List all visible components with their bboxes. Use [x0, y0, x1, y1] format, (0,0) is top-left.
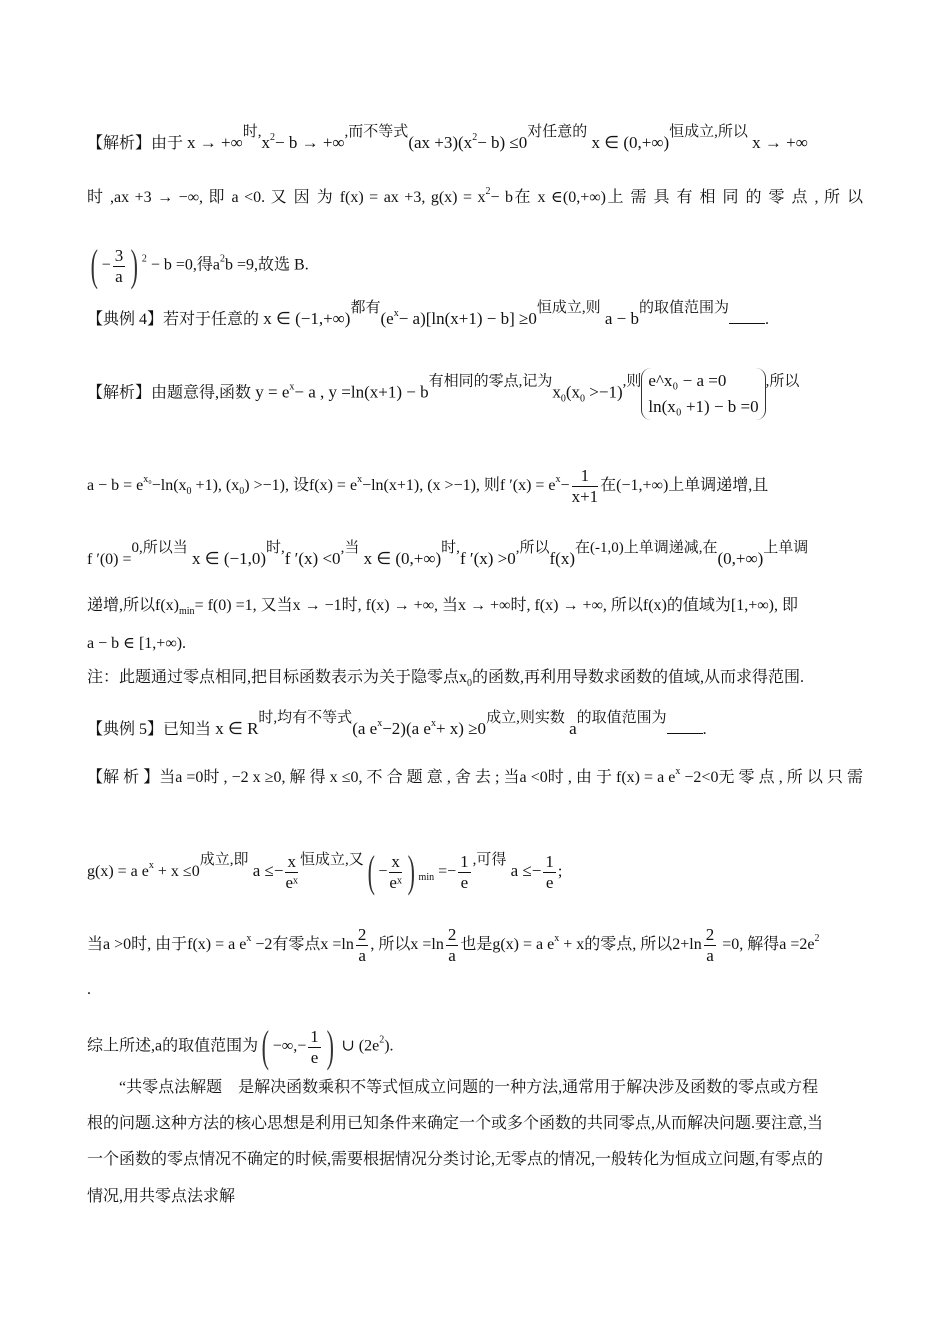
text-line [87, 182, 863, 208]
math-run: (x [565, 382, 581, 402]
raised-text: 在(-1,0)上单调递减,在 [574, 540, 718, 556]
raised-text: 对任意的 [527, 124, 588, 140]
fraction [389, 852, 402, 893]
text-run: −∞,− [272, 1037, 307, 1055]
text-line [87, 668, 863, 694]
text-run: g(x) = a e [87, 863, 149, 880]
text-run: 【解析】由于 [87, 135, 188, 152]
equation: ln(x₀ +1) − b =0 [648, 397, 759, 416]
math-run: f(x) [549, 549, 575, 568]
denominator: e [460, 872, 469, 892]
text-line [87, 466, 863, 507]
text-run: . [87, 981, 91, 998]
math-run: x → +∞ [747, 133, 808, 152]
numerator: x [287, 851, 296, 871]
raised-text: 的取值范围为 [576, 710, 667, 726]
text-run: 当a >0时, 由于f(x) = a e [87, 936, 247, 954]
math-run: f ′(x) >0 [459, 549, 516, 568]
superscript: 2 [379, 1034, 385, 1046]
subscript: 0 [580, 393, 586, 405]
denominator: a [358, 946, 366, 965]
text-run: 【典例 4】若对于任意的 [87, 311, 260, 328]
math-run: x → +∞ [187, 133, 243, 152]
math-run: − b) ≤0 [477, 133, 528, 152]
text-line [87, 634, 863, 654]
subscript: min [418, 872, 435, 883]
fraction [113, 246, 126, 287]
text-run: ∪ (2e [337, 1037, 380, 1055]
superscript: x [675, 766, 681, 777]
fraction [356, 925, 369, 966]
answer-blank [667, 733, 703, 734]
superscript: x [289, 381, 295, 393]
text-run: a − b = e [87, 477, 144, 495]
superscript: 2 [485, 186, 491, 197]
superscript: 2 [141, 253, 147, 265]
fraction [446, 925, 459, 966]
text-line [87, 298, 863, 330]
math-run: (0,+∞) [717, 549, 764, 568]
math-run: (ax +3)(x [408, 133, 473, 152]
raised-text: 的取值范围为 [639, 300, 730, 316]
text-run: −2<0无 零 点 , 所 以 只 需 [680, 769, 863, 786]
text-run: =0, 解得a =2e [718, 936, 815, 954]
math-run: x ∈ (−1,+∞) [259, 309, 351, 328]
math-run: − b → +∞ [275, 133, 345, 152]
parenthesis: ( [367, 847, 375, 897]
answer-blank [729, 323, 765, 324]
numerator: x [391, 851, 400, 871]
raised-text: ,当 [340, 540, 360, 556]
text-line [87, 241, 863, 290]
superscript: 2 [220, 253, 225, 265]
math-run: x ∈ (0,+∞) [587, 133, 670, 152]
text-line [87, 122, 863, 154]
text-run: = f(0) =1, 又当x → −1时, f(x) → +∞, 当x → +∞时, f(x) → +∞, 所以f(x)的值域为[1,+∞), 即 [194, 597, 798, 614]
equation: e^x₀ − a =0 [648, 371, 727, 390]
raised-text: 时,均有不等式 [258, 710, 353, 726]
raised-text: 有相同的零点,记为 [428, 373, 553, 390]
raised-text: ,所以 [765, 373, 800, 390]
text-run: ). [384, 1037, 394, 1055]
text-run: + x的零点, 所以2+ln [559, 936, 702, 954]
parenthesis: ) [326, 1022, 334, 1071]
numerator: 2 [705, 925, 715, 944]
text-run: − b在 x ∈(0,+∞)上 需 具 有 相 同 的 零 点 , 所 以 [490, 189, 863, 206]
math-run: x ∈ (−1,0) [187, 549, 266, 568]
raised-text: ,而不等式 [344, 124, 409, 140]
fraction [285, 852, 298, 893]
text-line [87, 762, 863, 788]
subscript: 0 [467, 678, 473, 689]
text-line [87, 1022, 863, 1071]
text-line [87, 596, 863, 622]
text-line [87, 1114, 863, 1134]
text-run: 一个函数的零点情况不确定的时候,需要根据情况分类讨论,无零点的情况,一般转化为恒成立问题,有零点的 [87, 1151, 824, 1168]
math-run: a − b [600, 309, 640, 328]
denominator: a [115, 266, 123, 286]
parenthesis: ) [130, 241, 139, 290]
fraction [458, 852, 471, 893]
raised-text: 成立,即 [199, 852, 249, 868]
parenthesis: ( [261, 1022, 270, 1071]
math-run: >−1) [585, 382, 623, 402]
math-run: x [552, 382, 561, 402]
text-run: − [101, 256, 111, 274]
text-line [87, 368, 863, 420]
denominator: eˣ [285, 872, 298, 892]
parenthesis: ( [90, 241, 98, 290]
text-run: +1), (x [191, 477, 240, 495]
numerator: 1 [460, 851, 469, 871]
subscript: 0 [560, 393, 566, 405]
text-run: f ′(0) = [87, 551, 132, 568]
superscript: x [357, 474, 363, 486]
text-run: a − b ∈ [1,+∞). [87, 635, 187, 652]
superscript: x [148, 860, 154, 871]
text-run: , 所以x =ln [370, 936, 444, 954]
text-run: −ln(x+1), (x >−1), 则f ′(x) = e [362, 477, 556, 495]
subscript: 0 [186, 486, 192, 498]
superscript: x [555, 474, 561, 486]
superscript: 2 [472, 132, 478, 143]
fraction [572, 466, 599, 507]
math-run: −2)(a e [382, 719, 431, 738]
math-run: + x) ≥0 [435, 719, 487, 738]
raised-text: 时, [441, 540, 460, 556]
text-line [87, 708, 863, 740]
text-run: 情况,用共零点法求解 [87, 1188, 236, 1205]
text-run: 综上所述,a的取值范围为 [87, 1037, 259, 1055]
numerator: 1 [310, 1026, 319, 1046]
text-run: −ln(x [151, 477, 187, 495]
text-run: 【典例 5】已知当 [87, 721, 212, 738]
text-run: =− [434, 863, 457, 880]
raised-text: ,则 [622, 373, 642, 390]
denominator: eˣ [389, 872, 402, 892]
superscript: x [554, 933, 560, 945]
text-run: 【解 析 】当a =0时 , −2 x ≥0, 解 得 x ≤0, 不 合 题 意 , 舍 去 ; 当a <0时 , 由 于 f(x) = a e [87, 769, 676, 786]
raised-text: 都有 [350, 300, 381, 316]
fraction [308, 1027, 321, 1068]
fraction [543, 852, 556, 893]
math-run: − a , y =ln(x+1) − b [294, 382, 429, 402]
text-run: − b =0,得a [146, 256, 220, 274]
parenthesis: ) [407, 847, 415, 897]
text-run: . [765, 311, 770, 328]
numerator: 1 [545, 851, 554, 871]
text-run: 的函数,再利用导数求函数的值域,从而求得范围. [472, 669, 805, 686]
text-run: + x ≤0 [153, 863, 200, 880]
text-line [87, 538, 863, 570]
text-line [87, 925, 863, 966]
raised-text: 0,所以当 [131, 540, 188, 556]
math-run: f ′(x) <0 [284, 549, 341, 568]
text-run: 【解析】由题意得,函数 [87, 384, 252, 402]
math-run: − a)[ln(x+1) − b] ≥0 [398, 309, 537, 328]
math-run: a ≤− [506, 861, 542, 880]
raised-text: 成立,则实数 [486, 710, 565, 726]
math-run: x [261, 133, 270, 152]
fraction [704, 925, 717, 966]
text-run: 在(−1,+∞)上单调递增,且 [600, 477, 769, 495]
superscript: x [430, 718, 436, 729]
numerator: 2 [357, 925, 367, 944]
text-line [87, 1078, 863, 1098]
text-run: 注：此题通过零点相同,把目标函数表示为关于隐零点x [87, 669, 468, 686]
equation-system [641, 368, 765, 420]
math-run: a [564, 719, 577, 738]
superscript: x₀ [143, 474, 152, 486]
text-run: ) >−1), 设f(x) = e [244, 477, 358, 495]
superscript: x [377, 718, 383, 729]
math-run: (a e [352, 719, 378, 738]
math-run: y = e [251, 382, 290, 402]
denominator: e [310, 1047, 319, 1067]
denominator: a [706, 946, 714, 965]
superscript: 2 [814, 933, 820, 945]
raised-text: 恒成立,又 [299, 852, 364, 868]
superscript: x [393, 308, 399, 319]
math-run: x ∈ (0,+∞) [359, 549, 442, 568]
raised-text: ,所以 [515, 540, 550, 556]
text-line [87, 1150, 863, 1170]
text-run: − [378, 863, 388, 880]
raised-text: 时, [242, 124, 262, 140]
math-run: a ≤− [248, 861, 284, 880]
numerator: 3 [114, 245, 124, 265]
raised-text: 恒成立,所以 [669, 124, 748, 140]
text-run: −2有零点x =ln [251, 936, 354, 954]
text-run: b =9,故选 B. [225, 256, 309, 274]
numerator: 2 [447, 925, 457, 944]
math-run: x ∈ R [211, 719, 259, 738]
superscript: x [246, 933, 252, 945]
denominator: a [448, 946, 456, 965]
text-run: “共零点法解题 是解决函数乘积不等式恒成立问题的一种方法,通常用于解决涉及函数的零点或方程 [87, 1079, 819, 1096]
math-run: (e [380, 309, 394, 328]
raised-text: 上单调 [763, 540, 809, 556]
text-line [87, 980, 863, 1000]
raised-text: 时, [266, 540, 285, 556]
raised-text: 恒成立,则 [536, 300, 601, 316]
subscript: min [179, 606, 195, 617]
raised-text: ,可得 [472, 852, 507, 868]
superscript: 2 [270, 132, 275, 143]
text-run: 根的问题.这种方法的核心思想是利用已知条件来确定一个或多个函数的共同零点,从而解决问题.要注意,当 [87, 1115, 824, 1132]
text-run: ; [557, 863, 563, 880]
numerator: 1 [572, 466, 599, 487]
denominator: x+1 [571, 487, 599, 506]
text-run: 也是g(x) = a e [460, 936, 555, 954]
subscript: 0 [239, 486, 245, 498]
text-line [87, 847, 863, 897]
text-run: . [702, 721, 707, 738]
text-run: 时 ,ax +3 → −∞, 即 a <0. 又 因 为 f(x) = ax +3, g(x) = x [87, 189, 486, 206]
denominator: e [545, 872, 554, 892]
text-line [87, 1187, 863, 1207]
text-run: 递增,所以f(x) [87, 597, 179, 614]
text-run: − [560, 477, 570, 495]
